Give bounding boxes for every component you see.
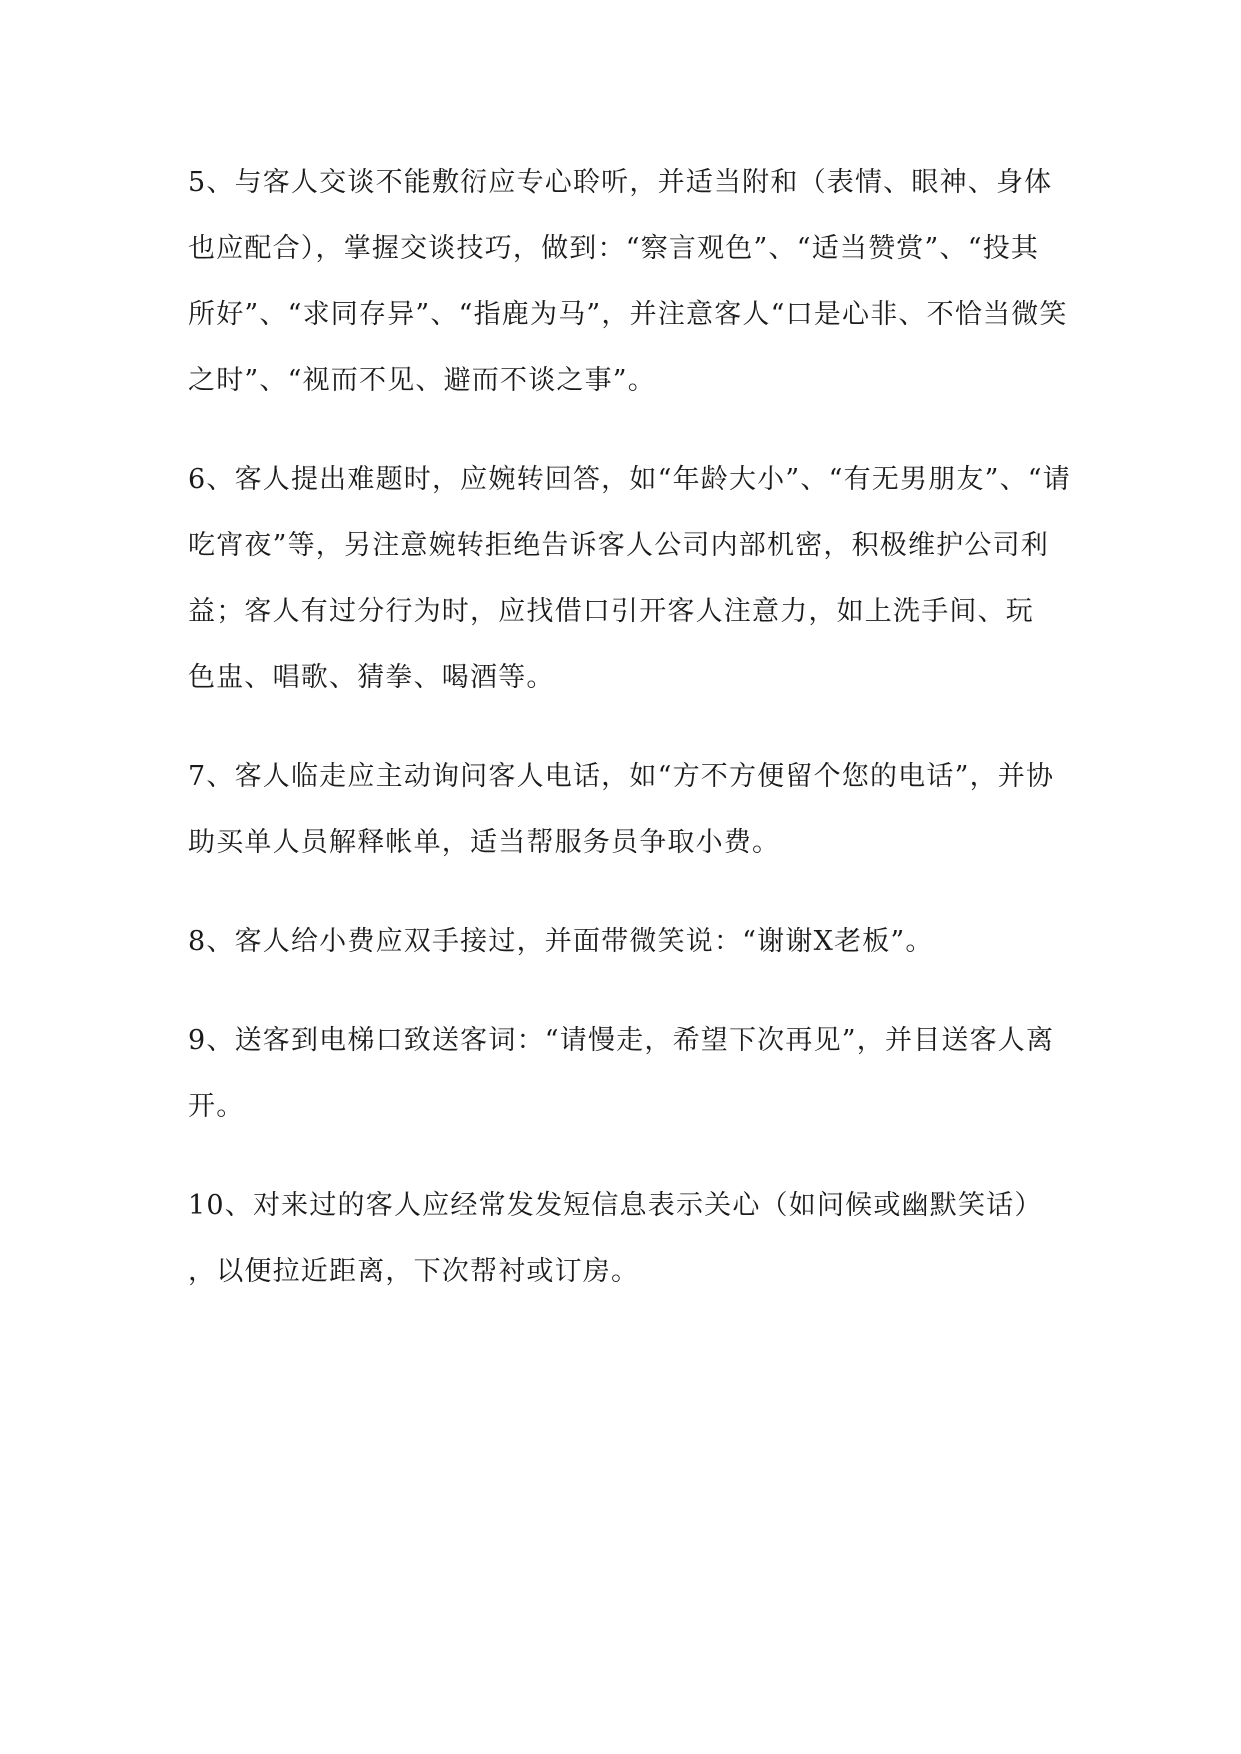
paragraph-5 xyxy=(188,150,1088,414)
paragraph-line: 5、与客人交谈不能敷衍应专心聆听，并适当附和（表情、眼神、身体 xyxy=(188,167,1053,198)
paragraph-9 xyxy=(188,1008,1088,1140)
paragraph-8 xyxy=(188,909,1088,975)
document-body xyxy=(188,150,1088,1338)
paragraph-line: 10、对来过的客人应经常发发短信息表示关心（如问候或幽默笑话） xyxy=(188,1190,1043,1221)
paragraph-6 xyxy=(188,447,1088,711)
paragraph-line: 8、客人给小费应双手接过，并面带微笑说：“谢谢X老板”。 xyxy=(188,926,934,957)
paragraph-line: 也应配合），掌握交谈技巧，做到：“察言观色”、“适当赞赏”、“投其 xyxy=(188,233,1040,264)
paragraph-line: 益；客人有过分行为时，应找借口引开客人注意力，如上洗手间、玩 xyxy=(188,596,1034,627)
paragraph-line: ，以便拉近距离，下次帮衬或订房。 xyxy=(188,1256,640,1287)
paragraph-10 xyxy=(188,1173,1088,1305)
paragraph-line: 色盅、唱歌、猜拳、喝酒等。 xyxy=(188,662,555,693)
paragraph-7 xyxy=(188,744,1088,876)
paragraph-line: 9、送客到电梯口致送客词：“请慢走，希望下次再见”，并目送客人离 xyxy=(188,1025,1055,1056)
paragraph-line: 助买单人员解释帐单，适当帮服务员争取小费。 xyxy=(188,827,781,858)
paragraph-line: 开。 xyxy=(188,1091,245,1122)
paragraph-line: 之时”、“视而不见、避而不谈之事”。 xyxy=(188,365,657,396)
paragraph-line: 所好”、“求同存异”、“指鹿为马”，并注意客人“口是心非、不恰当微笑 xyxy=(188,299,1068,330)
paragraph-line: 吃宵夜”等，另注意婉转拒绝告诉客人公司内部机密，积极维护公司利 xyxy=(188,530,1050,561)
paragraph-line: 6、客人提出难题时，应婉转回答，如“年龄大小”、“有无男朋友”、“请 xyxy=(188,464,1071,495)
paragraph-line: 7、客人临走应主动询问客人电话，如“方不方便留个您的电话”，并协 xyxy=(188,761,1055,792)
